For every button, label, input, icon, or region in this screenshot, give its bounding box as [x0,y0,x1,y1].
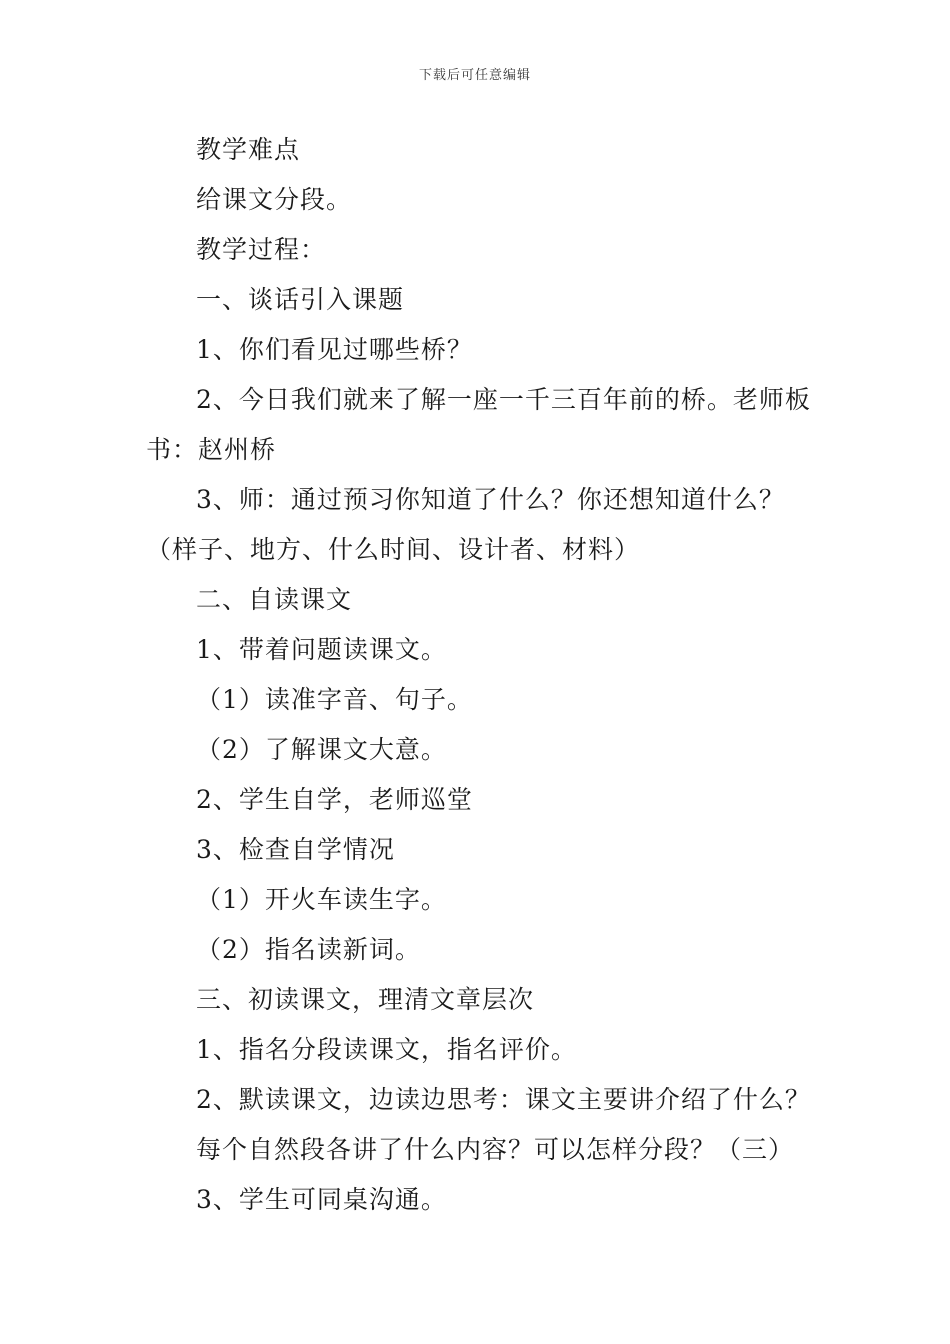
text-line: 给课文分段。 [196,185,353,214]
text-line: 1、带着问题读课文。 [196,635,447,664]
text-line: 2、默读课文，边读边思考：课文主要讲介绍了什么？ [196,1085,811,1114]
text-line: 二、自读课文 [196,585,353,614]
text-line: （1）开火车读生字。 [196,885,447,914]
text-line: （样子、地方、什么时间、设计者、材料） [146,535,641,564]
text-line: 3、师：通过预习你知道了什么？你还想知道什么？ [196,485,785,514]
text-line: 一、谈话引入课题 [196,285,405,314]
text-line: 书：赵州桥 [146,435,277,464]
text-line: 3、检查自学情况 [196,835,395,864]
text-line: （2）指名读新词。 [196,935,421,964]
text-line: （1）读准字音、句子。 [196,685,473,714]
text-line: 教学难点 [196,135,301,164]
text-line: 每个自然段各讲了什么内容？可以怎样分段？（三） [196,1135,795,1164]
text-line: （2）了解课文大意。 [196,735,447,764]
page-header: 下载后可任意编辑 [418,68,531,83]
text-line: 2、学生自学，老师巡堂 [196,785,473,814]
text-line: 2、今日我们就来了解一座一千三百年前的桥。老师板 [196,385,811,414]
text-line: 3、学生可同桌沟通。 [196,1185,447,1214]
text-line: 1、你们看见过哪些桥？ [196,335,473,364]
text-line: 1、指名分段读课文，指名评价。 [196,1035,577,1064]
text-line: 教学过程： [196,235,327,264]
text-line: 三、初读课文，理清文章层次 [196,985,535,1014]
